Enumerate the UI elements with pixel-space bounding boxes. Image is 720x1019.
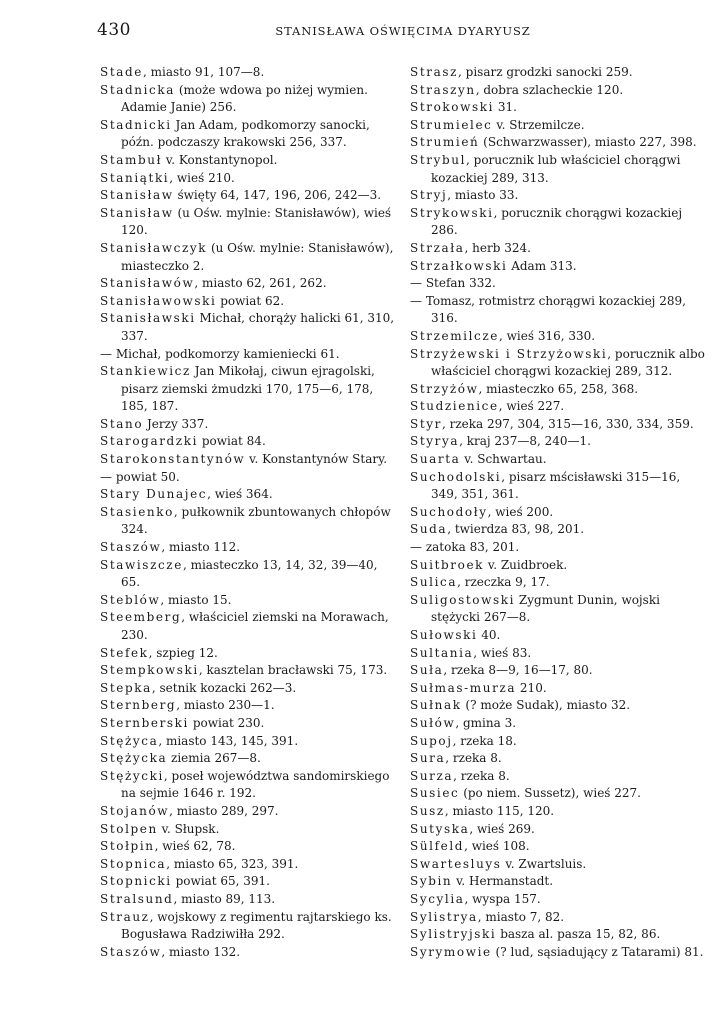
entry-headword: Sułowski	[410, 628, 478, 642]
entry-text: v. Zwartsluis.	[501, 856, 587, 871]
index-entry	[100, 557, 397, 592]
index-entry	[410, 909, 710, 927]
index-entry	[410, 557, 710, 575]
entry-headword: Stawiszcze	[100, 557, 183, 572]
entry-text: , miasto 33.	[447, 188, 519, 203]
entry-text: , miasto 289, 297.	[169, 803, 279, 818]
entry-text: (Schwarzwasser), miasto 227, 398.	[479, 135, 697, 150]
index-entry	[100, 592, 397, 610]
index-entry	[100, 697, 397, 715]
index-entry	[100, 909, 397, 944]
entry-text: , szpieg 12.	[148, 645, 218, 660]
index-entry	[100, 715, 397, 733]
entry-text: Adam 313.	[507, 258, 577, 273]
entry-text: , miasto 15.	[160, 592, 232, 607]
index-entry	[410, 715, 710, 733]
entry-headword: Steemberg	[100, 610, 182, 625]
index-entry	[410, 328, 710, 346]
entry-text: 210.	[516, 680, 547, 695]
index-entry	[100, 504, 397, 539]
entry-text: , wieś 269.	[469, 821, 535, 836]
entry-headword: Sylistryjski	[410, 927, 497, 942]
entry-text: , wieś 108.	[464, 839, 530, 854]
entry-text: , pułkownik zbuntowanych chłopów 324.	[121, 504, 391, 537]
entry-headword: Strzyżewski i Strzyżowski	[410, 346, 608, 361]
entry-text: , miasteczko 65, 258, 368.	[478, 381, 639, 396]
entry-headword: Stempkowski	[100, 663, 199, 678]
page-number: 430	[97, 20, 131, 40]
index-entry	[100, 803, 397, 821]
entry-text: , rzeka 8.	[453, 768, 510, 783]
running-title: STANISŁAWA OŚWIĘCIMA DYARYUSZ	[275, 24, 531, 38]
entry-text: , miasteczko 13, 14, 32, 39—40, 65.	[121, 557, 378, 590]
entry-text: v. Schwartau.	[460, 452, 547, 467]
entry-headword: Stadnicki	[100, 117, 172, 132]
index-entry	[410, 240, 710, 258]
entry-headword: Stanisławowski	[100, 293, 217, 308]
index-entry	[410, 838, 710, 856]
entry-text: , porucznik lub właściciel chorągwi kozackiej 289, 313.	[431, 152, 681, 185]
entry-headword: Stankiewicz	[100, 364, 191, 379]
entry-headword: Sutyska	[410, 821, 470, 836]
entry-text: v. Konstantynopol.	[162, 152, 278, 167]
entry-text: v. Strzemilcze.	[492, 117, 585, 132]
page-header	[97, 18, 709, 42]
entry-headword: Stężycka	[100, 751, 168, 766]
index-entry	[410, 785, 710, 803]
entry-text: , poseł województwa sandomirskiego na sejmie 1646 r. 192.	[121, 768, 390, 801]
entry-text: (u Ośw. mylnie: Stanisławów), miasteczko 2.	[121, 240, 394, 273]
entry-headword: Stołpin	[100, 839, 155, 854]
entry-text: święty 64, 147, 196, 206, 242—3.	[173, 188, 382, 203]
entry-headword: Styrya	[410, 434, 460, 449]
entry-headword: Stolpen	[100, 821, 158, 836]
entry-text: , twierdza 83, 98, 201.	[447, 522, 585, 537]
entry-text: — Stefan 332.	[410, 276, 496, 291]
entry-text: — Michał, podkomorzy kamieniecki 61.	[100, 346, 340, 361]
entry-text: (? lud, sąsiadujący z Tatarami) 81.	[491, 944, 704, 959]
index-entry	[410, 187, 710, 205]
entry-headword: Susz	[410, 803, 445, 818]
entry-text: , miasto 230—1.	[176, 698, 275, 713]
entry-headword: Stefek	[100, 645, 149, 660]
entry-headword: Staniątki	[100, 170, 170, 185]
entry-text: , rzeka 8—9, 16—17, 80.	[443, 663, 593, 678]
entry-text: (po niem. Sussetz), wieś 227.	[459, 786, 641, 801]
index-entry	[410, 134, 710, 152]
entry-text: , wieś 83.	[473, 645, 532, 660]
entry-headword: Surza	[410, 768, 454, 783]
entry-headword: Sternberski	[100, 715, 189, 730]
index-entry	[410, 469, 710, 504]
entry-text: powiat 65, 391.	[171, 874, 270, 889]
entry-headword: Suchodoły	[410, 504, 488, 519]
index-entry	[100, 768, 397, 803]
entry-text: , wieś 227.	[498, 399, 565, 414]
entry-text: , miasto 62, 261, 262.	[194, 276, 327, 291]
entry-headword: Stanisław	[100, 205, 174, 220]
index-entry	[100, 944, 397, 962]
index-entry	[410, 205, 710, 240]
entry-headword: Stanisławski	[100, 311, 196, 326]
index-entry	[410, 873, 710, 891]
entry-text: v. Zuidbroek.	[484, 557, 568, 572]
entry-headword: Sülfeld	[410, 839, 465, 854]
entry-headword: Strzała	[410, 240, 465, 255]
entry-headword: Strasz	[410, 65, 459, 79]
entry-text: , dobra szlacheckie 120.	[475, 82, 624, 97]
entry-headword: Stanisławczyk	[100, 240, 208, 255]
entry-headword: Stepka	[100, 680, 152, 695]
index-entry	[410, 64, 710, 82]
index-entry	[410, 856, 710, 874]
entry-headword: Strybul	[410, 152, 467, 167]
index-entry	[410, 627, 710, 645]
entry-headword: Strumień	[410, 135, 480, 150]
entry-headword: Sulica	[410, 575, 458, 590]
entry-text: , setnik kozacki 262—3.	[151, 680, 297, 695]
entry-headword: Stężyca	[100, 733, 159, 748]
entry-text: Michał, chorąży halicki 61, 310, 337.	[121, 311, 395, 343]
entry-headword: Styr	[410, 416, 442, 431]
entry-headword: Stopnicki	[100, 874, 172, 889]
index-entry	[410, 926, 710, 944]
index-entry	[100, 486, 397, 504]
entry-text: , pisarz grodzki sanocki 259.	[458, 65, 633, 79]
index-entry	[410, 152, 710, 187]
entry-text: , wyspa 157.	[464, 891, 541, 906]
entry-headword: Stadnicka	[100, 82, 175, 97]
entry-text: , wieś 316, 330.	[499, 328, 596, 343]
entry-text: , porucznik chorągwi kozackiej 286.	[431, 205, 683, 238]
entry-headword: Starogardzki	[100, 434, 199, 449]
index-entry	[100, 152, 397, 170]
entry-headword: Suitbroek	[410, 557, 485, 572]
entry-headword: Strauz	[100, 909, 150, 924]
index-entry	[100, 64, 397, 82]
entry-text: powiat 62.	[216, 293, 285, 308]
entry-headword: Sułów	[410, 715, 456, 730]
index-entry	[100, 733, 397, 751]
index-entry	[410, 592, 710, 627]
entry-text: , gmina 3.	[455, 715, 517, 730]
index-entry	[100, 838, 397, 856]
entry-text: , wieś 210.	[169, 170, 235, 185]
entry-headword: Sylistrya	[410, 909, 478, 924]
index-entry	[100, 82, 397, 117]
entry-text: , miasto 132.	[161, 944, 241, 959]
entry-headword: Strzemilcze	[410, 328, 500, 343]
index-entry	[100, 873, 397, 891]
index-entry	[100, 645, 397, 663]
index-entry	[100, 170, 397, 188]
entry-text: , wieś 364.	[207, 487, 273, 502]
entry-headword: Stojanów	[100, 803, 170, 818]
index-entry	[100, 891, 397, 909]
entry-text: , rzeka 297, 304, 315—16, 330, 334, 359.	[441, 416, 694, 431]
entry-headword: Suligostowski	[410, 592, 516, 607]
entry-headword: Stryj	[410, 188, 448, 203]
entry-headword: Staszów	[100, 540, 162, 555]
entry-text: powiat 230.	[189, 715, 265, 730]
index-entry	[100, 539, 397, 557]
entry-text: , kasztelan bracławski 75, 173.	[198, 663, 388, 678]
index-entry	[410, 539, 710, 557]
index-entry	[410, 662, 710, 680]
entry-headword: Stralsund	[100, 891, 174, 906]
entry-text: Jan Adam, podkomorzy sanocki, późn. podczaszy krakowski 256, 337.	[121, 117, 370, 150]
entry-headword: Suła	[410, 663, 444, 678]
index-entry	[100, 205, 397, 240]
entry-text: Jan Mikołaj, ciwun ejragolski, pisarz ziemski żmudzki 170, 175—6, 178, 185, 187.	[121, 364, 375, 414]
index-entry	[410, 398, 710, 416]
entry-headword: Susiec	[410, 786, 460, 801]
index-entry	[100, 433, 397, 451]
index-entry	[100, 469, 397, 487]
entry-text: Zygmunt Dunin, wojski stężycki 267—8.	[431, 592, 660, 625]
entry-headword: Stężycki	[100, 768, 164, 783]
index-entry	[410, 750, 710, 768]
index-entry	[100, 346, 397, 364]
entry-headword: Strykowski	[410, 205, 494, 220]
entry-headword: Sycylia	[410, 891, 465, 906]
index-entry	[100, 310, 397, 345]
index-entry	[100, 821, 397, 839]
entry-headword: Sybin	[410, 874, 453, 889]
entry-text: basza al. pasza 15, 82, 86.	[496, 927, 661, 942]
index-column-right	[410, 64, 710, 961]
entry-headword: Stano	[100, 416, 144, 431]
entry-headword: Sternberg	[100, 698, 177, 713]
entry-headword: Suchodolski	[410, 469, 502, 484]
entry-text: , kraj 237—8, 240—1.	[459, 434, 591, 449]
entry-text: , miasto 115, 120.	[444, 803, 555, 818]
entry-headword: Suda	[410, 522, 448, 537]
entry-headword: Stanisławów	[100, 276, 195, 291]
entry-text: , miasto 91, 107—8.	[142, 65, 265, 79]
entry-headword: Sułmas-murza	[410, 680, 517, 695]
index-entry	[410, 821, 710, 839]
index-entry	[410, 733, 710, 751]
index-entry	[410, 521, 710, 539]
index-entry	[410, 504, 710, 522]
entry-text: v. Słupsk.	[157, 821, 220, 836]
index-entry	[100, 609, 397, 644]
entry-text: (? może Sudak), miasto 32.	[461, 698, 631, 713]
entry-headword: Supoj	[410, 733, 453, 748]
entry-headword: Strzyżów	[410, 381, 479, 396]
entry-text: , właściciel ziemski na Morawach, 230.	[121, 610, 389, 642]
entry-text: 40.	[477, 628, 501, 642]
entry-headword: Stade	[100, 65, 143, 79]
entry-headword: Suarta	[410, 452, 461, 467]
entry-text: , porucznik albo właściciel chorągwi kozackiej 289, 312.	[431, 346, 705, 379]
index-entry	[100, 750, 397, 768]
entry-text: , rzeczka 9, 17.	[457, 575, 550, 590]
entry-text: (u Ośw. mylnie: Stanisławów), wieś 120.	[121, 205, 392, 238]
entry-headword: Strzałkowski	[410, 258, 508, 273]
entry-text: , rzeka 8.	[445, 751, 502, 766]
entry-text: — zatoka 83, 201.	[410, 540, 520, 555]
entry-headword: Syrymowie	[410, 944, 492, 959]
index-entry	[410, 803, 710, 821]
entry-headword: Stambuł	[100, 152, 163, 167]
index-entry	[100, 363, 397, 416]
index-entry	[410, 381, 710, 399]
index-entry	[100, 680, 397, 698]
entry-text: Jerzy 337.	[143, 416, 209, 431]
index-entry	[100, 275, 397, 293]
entry-text: , miasto 7, 82.	[477, 909, 565, 924]
entry-text: , miasto 112.	[161, 540, 241, 555]
entry-headword: Sura	[410, 751, 446, 766]
entry-text: v. Hermanstadt.	[452, 874, 554, 889]
index-entry	[100, 293, 397, 311]
entry-text: , wieś 200.	[487, 504, 554, 519]
index-entry	[410, 768, 710, 786]
index-entry	[410, 346, 710, 381]
index-entry	[100, 240, 397, 275]
entry-headword: Swartesluys	[410, 856, 502, 871]
index-entry	[410, 697, 710, 715]
entry-headword: Strumielec	[410, 117, 493, 132]
index-entry	[410, 293, 710, 328]
index-entry	[100, 856, 397, 874]
index-entry	[100, 662, 397, 680]
index-entry	[410, 275, 710, 293]
index-entry	[100, 117, 397, 152]
entry-text: powiat 84.	[198, 434, 266, 449]
entry-headword: Straszyn	[410, 82, 476, 97]
index-entry	[410, 99, 710, 117]
entry-text: , pisarz mścisławski 315—16, 349, 351, 361.	[431, 469, 681, 502]
entry-text: , miasto 89, 113.	[173, 891, 276, 906]
entry-headword: Stary Dunajec	[100, 487, 208, 502]
entry-text: , rzeka 18.	[452, 733, 517, 748]
entry-text: ziemia 267—8.	[167, 751, 261, 766]
entry-text: , herb 324.	[464, 240, 531, 255]
index-entry	[410, 891, 710, 909]
index-entry	[410, 944, 710, 962]
entry-text: v. Konstantynów Stary.	[245, 452, 388, 467]
index-entry	[410, 433, 710, 451]
index-column-left	[100, 64, 397, 961]
entry-headword: Starokonstantynów	[100, 452, 246, 467]
index-entry	[100, 187, 397, 205]
index-entry	[100, 416, 397, 434]
entry-headword: Stanisław	[100, 188, 174, 203]
entry-headword: Steblów	[100, 592, 161, 607]
entry-text: , wieś 62, 78.	[154, 839, 236, 854]
index-entry	[410, 82, 710, 100]
entry-headword: Staszów	[100, 944, 162, 959]
entry-text: — powiat 50.	[100, 469, 180, 484]
entry-headword: Stopnica	[100, 856, 167, 871]
entry-headword: Studzienice	[410, 399, 499, 414]
entry-text: 31.	[494, 100, 517, 115]
entry-text: — Tomasz, rotmistrz chorągwi kozackiej 289, 316.	[410, 293, 686, 326]
entry-headword: Sultania	[410, 645, 474, 660]
entry-text: , wojskowy z regimentu rajtarskiego ks. Bogusława Radziwiłła 292.	[121, 909, 392, 942]
index-entry	[410, 680, 710, 698]
entry-headword: Sułnak	[410, 698, 462, 713]
index-entry	[100, 451, 397, 469]
index-entry	[410, 451, 710, 469]
index-entry	[410, 117, 710, 135]
index-entry	[410, 258, 710, 276]
index-entry	[410, 416, 710, 434]
entry-text: (może wdowa po niżej wymien. Adamie Janie) 256.	[121, 82, 368, 115]
index-entry	[410, 574, 710, 592]
entry-headword: Strokowski	[410, 100, 495, 115]
entry-text: , miasto 143, 145, 391.	[158, 733, 299, 748]
entry-text: , miasto 65, 323, 391.	[166, 856, 299, 871]
entry-headword: Stasienko	[100, 504, 174, 519]
index-entry	[410, 645, 710, 663]
